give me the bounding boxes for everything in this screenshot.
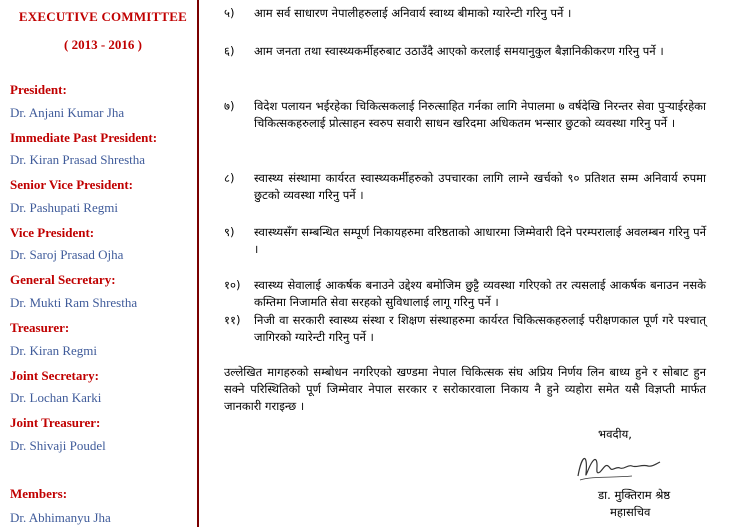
- executive-committee-sidebar: [0, 0, 196, 527]
- item-number: ५): [224, 6, 235, 20]
- letter-body: [200, 0, 739, 527]
- column-divider: [197, 0, 199, 527]
- item-number: ९): [224, 225, 235, 239]
- role-vice-president: Vice President:: [10, 225, 95, 240]
- item-text: निजी वा सरकारी स्वास्थ्य संस्था र शिक्षण संस्थाहरुमा कार्यरत चिकित्सकहरुलाई परीक्षणकाल पूर्ण गरे पश्चात् जागिरको ग्यारेन्टी गरिनु पर्ने ।: [254, 313, 706, 344]
- signature-image: [572, 446, 664, 486]
- role-treasurer: Treasurer:: [10, 320, 70, 335]
- item-number: १०): [224, 278, 241, 292]
- role-joint-treasurer: Joint Treasurer:: [10, 415, 101, 430]
- role-joint-secretary: Joint Secretary:: [10, 368, 99, 383]
- item-number: ८): [224, 171, 235, 185]
- name-vice-president: Dr. Saroj Prasad Ojha: [10, 247, 124, 262]
- name-joint-secretary: Dr. Lochan Karki: [10, 390, 102, 405]
- name-president: Dr. Anjani Kumar Jha: [10, 105, 125, 120]
- role-president: President:: [10, 82, 67, 97]
- item-text: विदेश पलायन भईरहेका चिकित्सकलाई निरुत्साहित गर्नका लागि नेपालमा ७ वर्षदेखि निरन्तर सेवा पुऱ्याईरहेका चिकित्सकहरुलाई प्रोत्साहन स्वरुप सवारी साधन खरिदमा अधिकतम भन्सार छुटको व्यवस्था गरिनु पर्ने ।: [254, 99, 706, 130]
- item-text: स्वास्थ्यसँग सम्बन्धित सम्पूर्ण निकायहरुमा वरिष्ठताको आधारमा जिम्मेवारी दिने परम्परालाई अवलम्बन गरिनु पर्ने ।: [254, 225, 706, 256]
- name-member: Dr. Abhimanyu Jha: [10, 510, 111, 525]
- item-text: स्वास्थ्य संस्थामा कार्यरत स्वास्थ्यकर्मीहरुको उपचारका लागि लाग्ने खर्चको ९० प्रतिशत सम्म अनिवार्य रुपमा छुटको व्यवस्था गरिनु पर्ने ।: [254, 171, 706, 202]
- role-senior-vice-president: Senior Vice President:: [10, 177, 134, 192]
- signer-title: महासचिव: [610, 505, 651, 519]
- item-number: ११): [224, 313, 241, 327]
- closing-paragraph: उल्लेखित मागहरुको सम्बोधन नगरिएको खण्डमा नेपाल चिकित्सक संघ अप्रिय निर्णय लिन बाध्य हुने र सोबाट हुन सक्ने परिस्थितिको पूर्ण जिम्मेवार नेपाल सरकार र सरोकारवाला निकाय नै हुने व्यहोरा समेत यसै विज्ञप्ती मार्फत जानकारी गराइन्छ ।: [224, 365, 706, 413]
- name-senior-vice-president: Dr. Pashupati Regmi: [10, 200, 118, 215]
- name-general-secretary: Dr. Mukti Ram Shrestha: [10, 295, 138, 310]
- role-immediate-past-president: Immediate Past President:: [10, 130, 158, 145]
- committee-term: ( 2013 - 2016 ): [64, 37, 142, 52]
- regards-text: भवदीय,: [598, 427, 632, 441]
- signer-name: डा. मुक्तिराम श्रेष्ठ: [598, 488, 671, 502]
- committee-title: EXECUTIVE COMMITTEE: [18, 9, 188, 24]
- item-text: स्वास्थ्य सेवालाई आकर्षक बनाउने उद्देश्य बमोजिम छुट्टै व्यवस्था गरिएको तर त्यसलाई आकर्षक बनाउन नसके कम्तिमा निजामति सेवा सरहको सुविधालाई लागू गरिनु पर्ने ।: [254, 278, 706, 309]
- item-text: आम सर्व साधारण नेपालीहरुलाई अनिवार्य स्वाथ्य बीमाको ग्यारेन्टी गरिनु पर्ने ।: [254, 6, 572, 20]
- item-number: ६): [224, 44, 235, 58]
- item-text: आम जनता तथा स्वास्थ्यकर्मीहरुबाट उठाउँदै आएको करलाई समयानुकुल बैज्ञानिकीकरण गरिनु पर्ने ।: [254, 44, 664, 58]
- name-joint-treasurer: Dr. Shivaji Poudel: [10, 438, 106, 453]
- role-general-secretary: General Secretary:: [10, 272, 116, 287]
- name-immediate-past-president: Dr. Kiran Prasad Shrestha: [10, 152, 146, 167]
- name-treasurer: Dr. Kiran Regmi: [10, 343, 98, 358]
- item-number: ७): [224, 99, 235, 113]
- role-members: Members:: [10, 486, 68, 501]
